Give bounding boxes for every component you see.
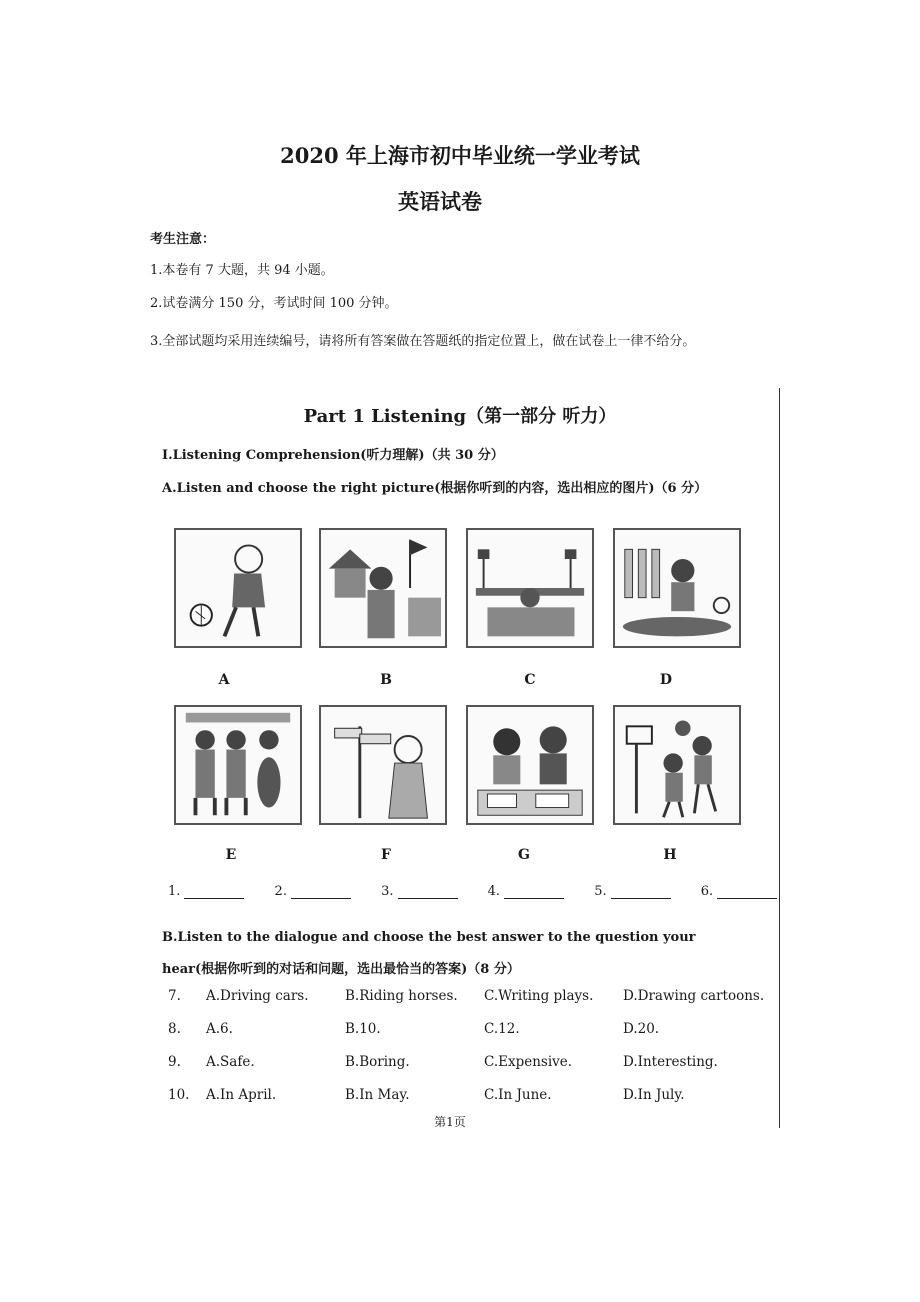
picture-d-gardening [613,528,741,648]
question-number: 10. [168,1087,190,1103]
notice-item: 1.本卷有 7 大题，共 94 小题。 [150,263,334,278]
picture-f-signpost [319,705,447,825]
question-number: 7. [168,988,181,1004]
answer-option[interactable]: C.Writing plays. [484,988,594,1004]
answer-option[interactable]: B.Boring. [345,1054,410,1070]
answer-option[interactable]: C.12. [484,1021,520,1037]
section-a-heading: A.Listen and choose the right picture(根据你听到的内容，选出相应的图片)（6 分） [162,481,708,496]
exam-subtitle: 英语试卷 [398,189,482,214]
answer-option[interactable]: B.In May. [345,1087,410,1103]
page-number: 第1页 [434,1115,466,1129]
answer-option[interactable]: A.Safe. [206,1054,255,1070]
picture-c-sports-meet [466,528,594,648]
answer-option[interactable]: D.Interesting. [623,1054,718,1070]
answer-option[interactable]: C.Expensive. [484,1054,573,1070]
answer-blank[interactable]: 2. [275,884,351,899]
picture-label-h: H [663,847,677,863]
picture-h-basketball [613,705,741,825]
question-row [0,1087,920,1107]
question-number: 8. [168,1021,181,1037]
answer-blank[interactable]: 3. [381,884,457,899]
picture-g-studying [466,705,594,825]
answer-option[interactable]: B.10. [345,1021,381,1037]
answer-option[interactable]: C.In June. [484,1087,552,1103]
answer-option[interactable]: A.Driving cars. [206,988,309,1004]
picture-label-g: G [518,847,530,863]
answer-blanks-row [168,884,803,899]
answer-blank[interactable]: 5. [594,884,670,899]
question-row [0,1021,920,1041]
picture-b-tour-guide [319,528,447,648]
answer-blank[interactable]: 4. [488,884,564,899]
answer-option[interactable]: D.20. [623,1021,660,1037]
notice-item: 2.试卷满分 150 分，考试时间 100 分钟。 [150,296,398,311]
question-row [0,988,920,1008]
margin-rule [779,388,780,1128]
notice-label: 考生注意： [150,232,216,247]
section-i-heading: I.Listening Comprehension(听力理解)（共 30 分） [162,448,504,463]
part-title: Part 1 Listening（第一部分 听力） [303,406,617,427]
picture-label-d: D [659,672,673,688]
picture-label-a: A [218,672,230,688]
picture-label-e: E [225,847,237,863]
answer-option[interactable]: A.In April. [206,1087,277,1103]
answer-blank[interactable]: 1. [168,884,244,899]
answer-option[interactable]: A.6. [206,1021,233,1037]
answer-blank[interactable]: 6. [701,884,777,899]
picture-a-football [174,528,302,648]
answer-option[interactable]: D.Drawing cartoons. [623,988,765,1004]
picture-label-f: F [381,847,391,863]
picture-e-band [174,705,302,825]
picture-label-c: C [524,672,536,688]
picture-label-b: B [380,672,392,688]
question-row [0,1054,920,1074]
exam-title: 2020 年上海市初中毕业统一学业考试 [280,143,640,168]
answer-option[interactable]: B.Riding horses. [345,988,458,1004]
answer-option[interactable]: D.In July. [623,1087,685,1103]
notice-item: 3.全部试题均采用连续编号，请将所有答案做在答题纸的指定位置上，做在试卷上一律不给分。 [150,334,696,349]
section-b-heading: B.Listen to the dialogue and choose the best answer to the question your hear(根据你听到的对话和问题，选出最恰当的答案)（8 分） [162,930,696,977]
question-number: 9. [168,1054,181,1070]
